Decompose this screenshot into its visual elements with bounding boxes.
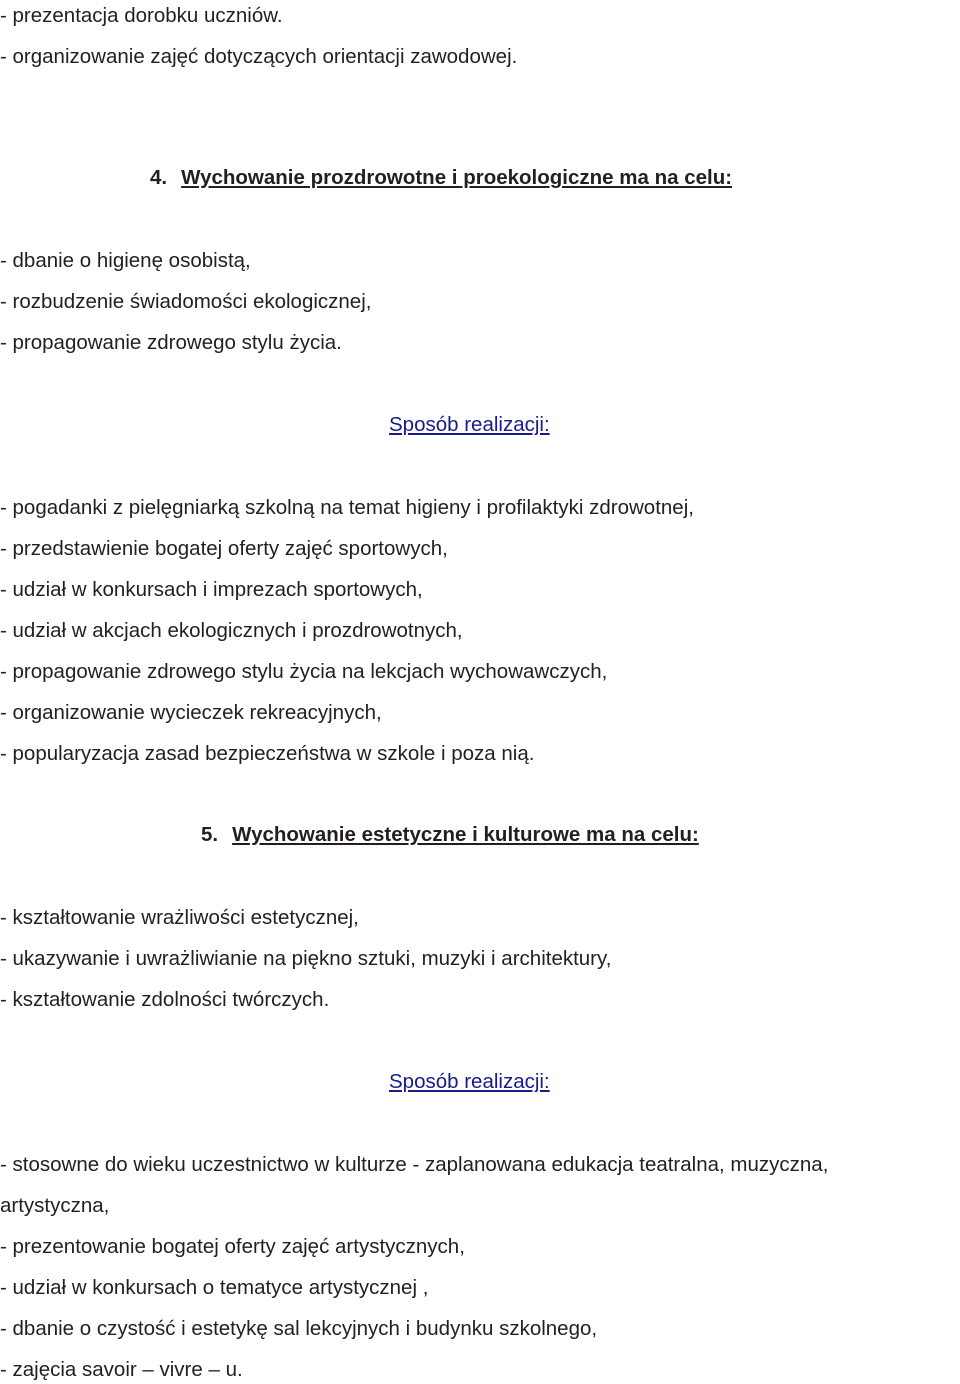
section-5-goal: - ukazywanie i uwrażliwianie na piękno sztuki, muzyki i architektury, <box>0 947 612 970</box>
section-5-method: - udział w konkursach o tematyce artystycznej , <box>0 1276 429 1299</box>
section-4-method: - przedstawienie bogatej oferty zajęć sportowych, <box>0 537 448 560</box>
section-5-method: - zajęcia savoir – vivre – u. <box>0 1358 243 1381</box>
section-5-goal: - kształtowanie zdolności twórczych. <box>0 988 330 1011</box>
section-5-methods-heading: Sposób realizacji: <box>389 1070 550 1093</box>
section-5-title: Wychowanie estetyczne i kulturowe ma na celu: <box>232 823 699 846</box>
section-5-method: - prezentowanie bogatej oferty zajęć artystycznych, <box>0 1235 465 1258</box>
section-5-goal: - kształtowanie wrażliwości estetycznej, <box>0 906 359 929</box>
section-5-method-continuation: artystyczna, <box>0 1194 110 1217</box>
section-4-method: - propagowanie zdrowego stylu życia na lekcjach wychowawczych, <box>0 660 608 683</box>
section-4-title: Wychowanie prozdrowotne i proekologiczne ma na celu: <box>181 166 733 189</box>
intro-item: - organizowanie zajęć dotyczących orientacji zawodowej. <box>0 45 518 68</box>
section-5-method: - stosowne do wieku uczestnictwo w kulturze - zaplanowana edukacja teatralna, muzyczna, <box>0 1153 829 1176</box>
section-4-goal: - rozbudzenie świadomości ekologicznej, <box>0 290 372 313</box>
intro-item: - prezentacja dorobku uczniów. <box>0 4 283 27</box>
section-4-method: - udział w akcjach ekologicznych i prozdrowotnych, <box>0 619 463 642</box>
section-4-goal: - propagowanie zdrowego stylu życia. <box>0 331 342 354</box>
section-4-method: - organizowanie wycieczek rekreacyjnych, <box>0 701 382 724</box>
section-4-number: 4. <box>150 166 168 189</box>
section-5-method: - dbanie o czystość i estetykę sal lekcyjnych i budynku szkolnego, <box>0 1317 598 1340</box>
section-4-method: - pogadanki z pielęgniarką szkolną na temat higieny i profilaktyki zdrowotnej, <box>0 496 694 519</box>
section-4-method: - udział w konkursach i imprezach sportowych, <box>0 578 423 601</box>
section-5-heading <box>201 823 699 848</box>
section-4-goal: - dbanie o higienę osobistą, <box>0 249 251 272</box>
section-5-number: 5. <box>201 823 219 846</box>
section-4-methods-heading: Sposób realizacji: <box>389 413 550 436</box>
section-4-heading <box>150 166 732 191</box>
section-4-method: - popularyzacja zasad bezpieczeństwa w szkole i poza nią. <box>0 742 535 765</box>
